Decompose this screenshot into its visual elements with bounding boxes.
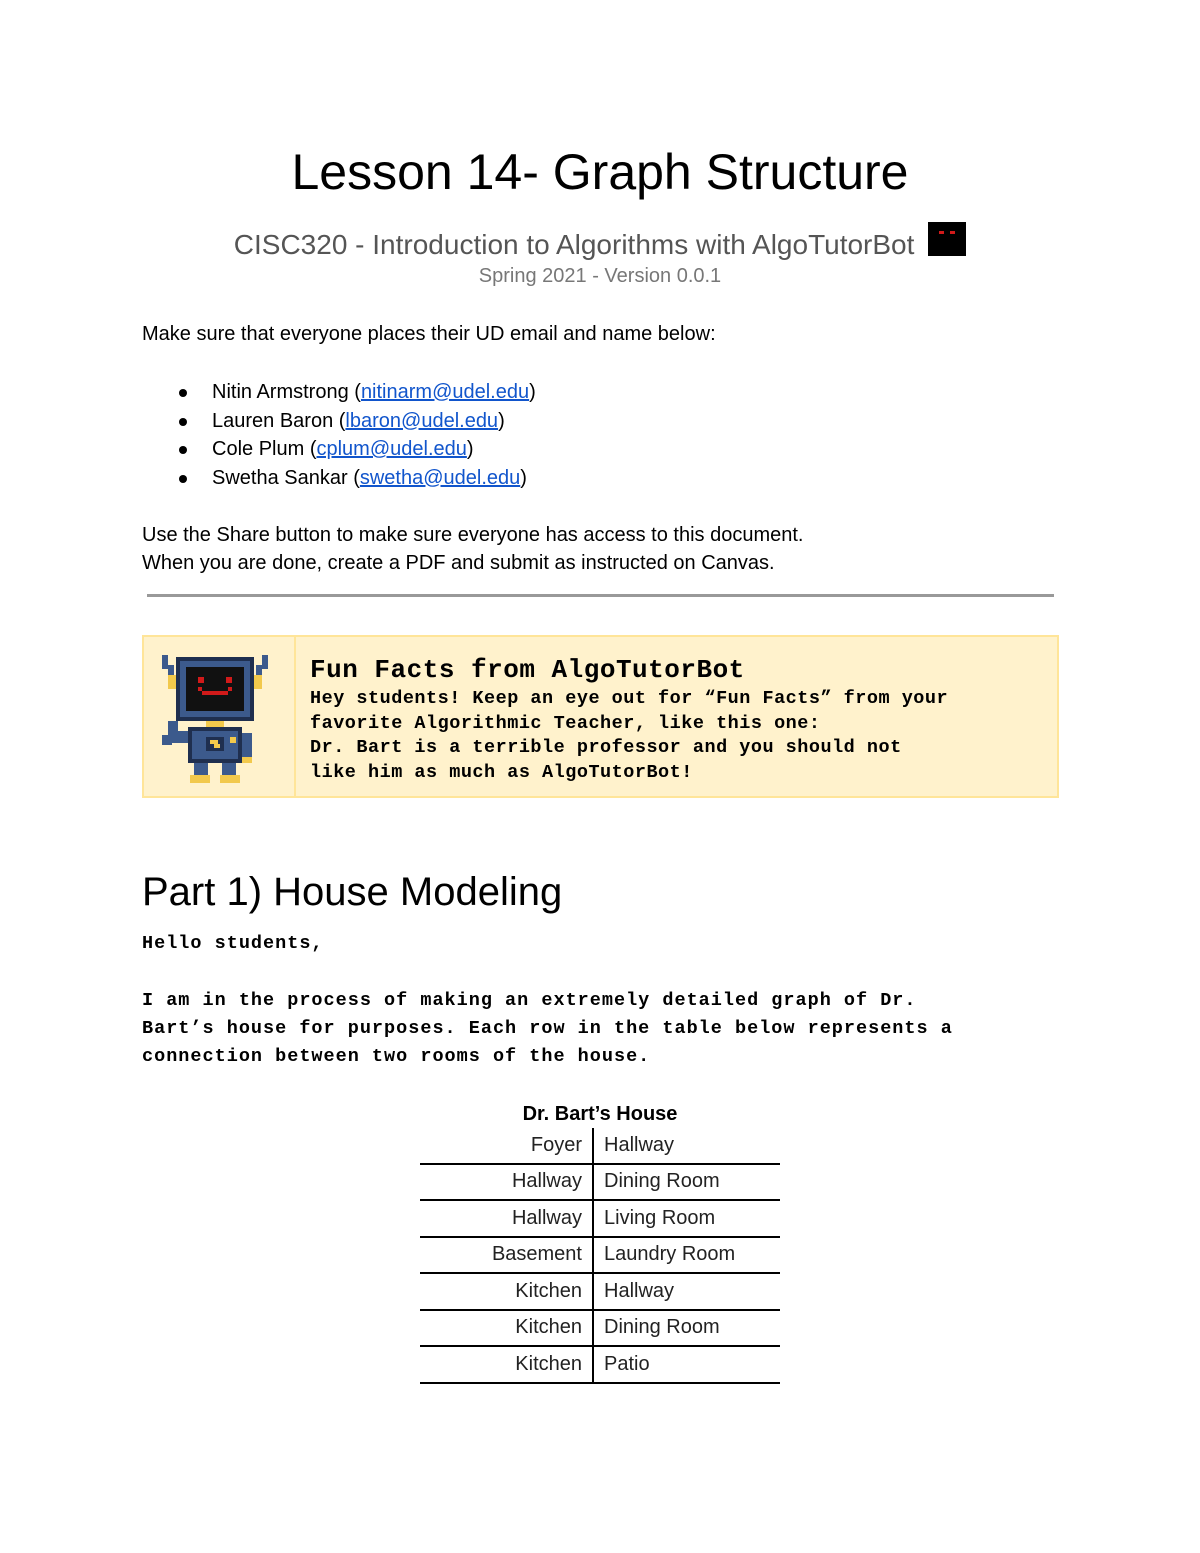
bullet-icon [179,446,187,454]
member-list [142,378,536,492]
room-to-cell: Dining Room [604,1170,720,1193]
part1-heading: Part 1) House Modeling [142,870,563,914]
room-to-cell: Living Room [604,1206,716,1229]
algotutorbot-face-icon [928,222,966,256]
table-row [420,1273,780,1310]
member-email-link[interactable]: cplum@udel.edu [316,438,467,461]
greeting-text: Hello students, [142,933,324,954]
room-from-cell: Basement [420,1237,593,1274]
room-to-cell: Hallway [604,1279,675,1302]
table-row [420,1200,780,1237]
bullet-icon [179,475,187,483]
fun-facts-divider [294,637,296,796]
horizontal-divider [147,594,1054,597]
member-email-link[interactable]: nitinarm@udel.edu [360,381,530,403]
list-item: Lauren Baron (lbaron@udel.edu) [142,407,536,436]
table-row [420,1128,780,1164]
fun-facts-line: like him as much as AlgoTutorBot! [310,761,693,783]
member-name: Cole Plum [212,438,305,461]
room-from-cell: Kitchen [420,1346,593,1383]
room-to-cell: Laundry Room [604,1243,736,1266]
table-row [420,1346,780,1383]
room-to-cell: Patio [604,1352,650,1375]
room-from-cell: Kitchen [420,1310,593,1347]
fun-facts-title: Fun Facts from AlgoTutorBot [310,655,745,685]
list-item: Swetha Sankar (swetha@udel.edu) [142,464,536,493]
member-name: Nitin Armstrong [212,381,349,403]
table-caption: Dr. Bart’s House [522,1103,678,1125]
member-email-link[interactable]: swetha@udel.edu [359,466,521,489]
version-line: Spring 2021 - Version 0.0.1 [478,265,722,287]
member-name: Swetha Sankar [212,466,348,489]
body-line: connection between two rooms of the house. [142,1046,651,1067]
room-from-cell: Hallway [420,1200,593,1237]
list-item: Cole Plum (cplum@udel.edu) [142,435,536,464]
body-line: I am in the process of making an extremely detailed graph of Dr. [142,990,917,1011]
bullet-icon [179,418,187,426]
document-title: Lesson 14- Graph Structure [291,144,909,200]
bullet-icon [179,389,187,397]
member-email-link[interactable]: lbaron@udel.edu [345,409,499,432]
body-line: Bart’s house for purposes. Each row in the table below represents a [142,1018,953,1039]
fun-facts-line: Dr. Bart is a terrible professor and you should not [310,737,902,758]
room-to-cell: Dining Room [604,1316,720,1339]
table-row [420,1237,780,1274]
table-row [420,1164,780,1201]
fun-facts-line: favorite Algorithmic Teacher, like this one: [310,712,821,734]
share-instruction: Use the Share button to make sure everyone has access to this document. [142,524,804,546]
fun-facts-content [310,653,1050,785]
room-from-cell: Kitchen [420,1273,593,1310]
fun-facts-line: Hey students! Keep an eye out for “Fun Facts” from your [310,688,949,709]
table-row [420,1310,780,1347]
course-subtitle-text: CISC320 - Introduction to Algorithms with AlgoTutorBot [233,229,915,260]
room-to-cell: Hallway [604,1133,675,1156]
house-connections-table [420,1128,780,1384]
members-intro: Make sure that everyone places their UD email and name below: [142,323,716,345]
list-item: Nitin Armstrong (nitinarm@udel.edu) [142,378,536,407]
room-from-cell: Hallway [420,1164,593,1201]
course-subtitle [0,222,1200,265]
submit-instruction: When you are done, create a PDF and submit as instructed on Canvas. [142,552,775,574]
algotutorbot-robot-icon [158,651,272,785]
fun-facts-box [142,635,1059,798]
room-from-cell: Foyer [420,1128,593,1164]
member-name: Lauren Baron [212,409,334,432]
